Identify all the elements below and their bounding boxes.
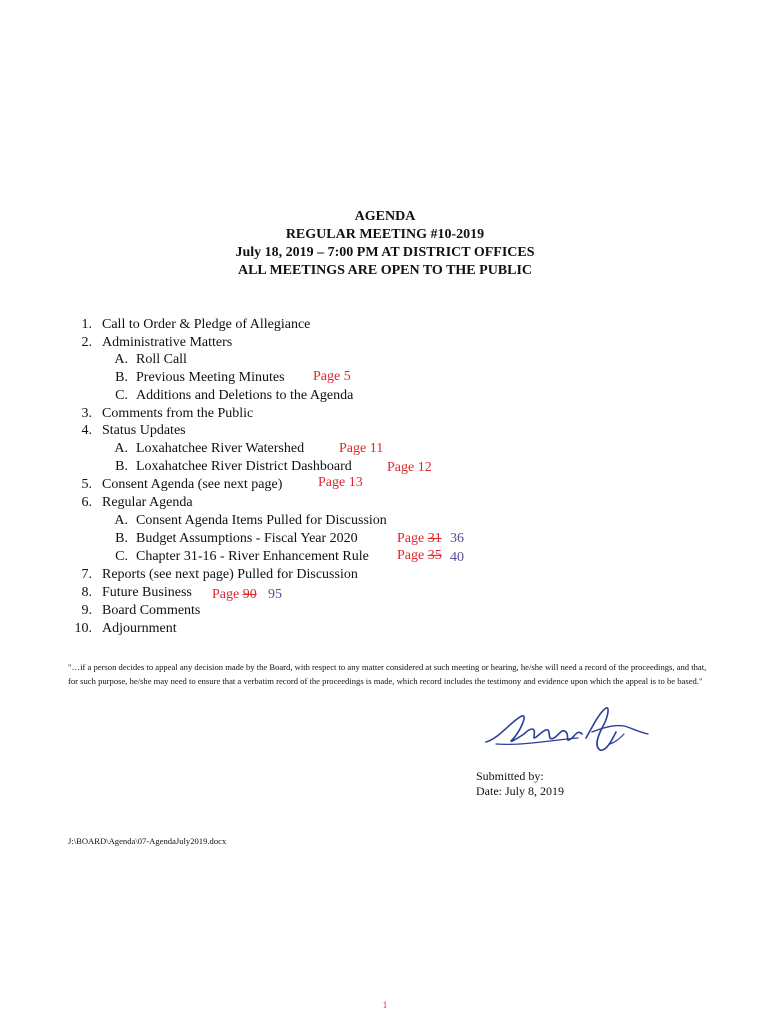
struck-page-number: 90 bbox=[242, 587, 257, 602]
item-text: Adjournment bbox=[102, 621, 177, 636]
item-text: Consent Agenda (see next page) bbox=[102, 477, 283, 492]
item-text: Board Comments bbox=[102, 603, 201, 618]
subitem-letter: B. bbox=[115, 370, 128, 385]
appeal-notice: "…if a person decides to appeal any decision made by the Board, with respect to any matter considered at such meeting or hearing, he/she will need a record of the proceedings, and that, for such purpose, he/she may need to ensure that a verbatim record of the proceedings is made, which record includes the testimony and evidence upon which the appeal is to be based." bbox=[68, 662, 707, 686]
subitem-letter: C. bbox=[115, 388, 128, 403]
page-reference: Page 12 bbox=[387, 460, 432, 475]
subitem-text: Loxahatchee River District Dashboard bbox=[136, 459, 352, 474]
header-title: AGENDA bbox=[354, 209, 416, 224]
item-number: 6. bbox=[81, 495, 92, 510]
page-reference bbox=[397, 547, 442, 565]
item-text: Future Business bbox=[102, 585, 192, 600]
page-reference: Page 5 bbox=[313, 369, 351, 384]
submission-block bbox=[476, 769, 564, 799]
revised-page-number: 95 bbox=[268, 587, 282, 602]
item-text: Status Updates bbox=[102, 423, 186, 438]
item-number: 9. bbox=[81, 603, 92, 618]
subitem-text: Roll Call bbox=[136, 352, 187, 367]
subitem-letter: A. bbox=[114, 352, 128, 367]
item-text: Reports (see next page) Pulled for Discussion bbox=[102, 567, 358, 582]
page-reference: Page 11 bbox=[339, 441, 384, 456]
subitem-text: Additions and Deletions to the Agenda bbox=[136, 388, 354, 403]
subitem-letter: A. bbox=[114, 441, 128, 456]
revised-page-number: 40 bbox=[450, 550, 464, 565]
struck-page-number: 31 bbox=[427, 531, 442, 546]
subitem-text: Previous Meeting Minutes bbox=[136, 370, 285, 385]
header-meeting: REGULAR MEETING #10-2019 bbox=[285, 227, 485, 242]
item-number: 5. bbox=[81, 477, 92, 492]
item-number: 7. bbox=[81, 567, 92, 582]
subitem-text: Consent Agenda Items Pulled for Discussion bbox=[136, 513, 387, 528]
struck-page-number: 35 bbox=[427, 548, 442, 563]
page-label: Page bbox=[212, 587, 240, 602]
header-public-notice: ALL MEETINGS ARE OPEN TO THE PUBLIC bbox=[237, 263, 533, 278]
subitem-text: Loxahatchee River Watershed bbox=[136, 441, 305, 456]
submitted-by-label: Submitted by: bbox=[476, 769, 544, 783]
submission-date: Date: July 8, 2019 bbox=[476, 784, 564, 798]
subitem-text: Budget Assumptions - Fiscal Year 2020 bbox=[136, 531, 358, 546]
item-text: Comments from the Public bbox=[102, 406, 254, 421]
subitem-letter: A. bbox=[114, 513, 128, 528]
signature-image bbox=[482, 698, 658, 768]
page-number: 1 bbox=[382, 1000, 388, 1010]
item-number: 3. bbox=[81, 406, 92, 421]
page-reference: Page 13 bbox=[318, 475, 363, 490]
revised-page-number: 36 bbox=[450, 531, 464, 546]
page-label: Page bbox=[397, 531, 425, 546]
item-number: 2. bbox=[81, 335, 92, 350]
subitem-letter: B. bbox=[115, 531, 128, 546]
page-reference bbox=[212, 586, 257, 604]
item-number: 4. bbox=[81, 423, 92, 438]
subitem-letter: C. bbox=[115, 549, 128, 564]
item-text: Call to Order & Pledge of Allegiance bbox=[102, 317, 311, 332]
subitem-letter: B. bbox=[115, 459, 128, 474]
subitem-text: Chapter 31-16 - River Enhancement Rule bbox=[136, 549, 369, 564]
item-number: 8. bbox=[81, 585, 92, 600]
item-text: Regular Agenda bbox=[102, 495, 193, 510]
page-label: Page bbox=[397, 548, 425, 563]
item-number: 1. bbox=[81, 317, 92, 332]
page-reference bbox=[397, 530, 442, 548]
item-number: 10. bbox=[74, 621, 92, 636]
file-path: J:\BOARD\Agenda\07-AgendaJuly2019.docx bbox=[68, 836, 227, 846]
header-date: July 18, 2019 – 7:00 PM AT DISTRICT OFFICES bbox=[235, 245, 535, 260]
item-text: Administrative Matters bbox=[102, 335, 233, 350]
